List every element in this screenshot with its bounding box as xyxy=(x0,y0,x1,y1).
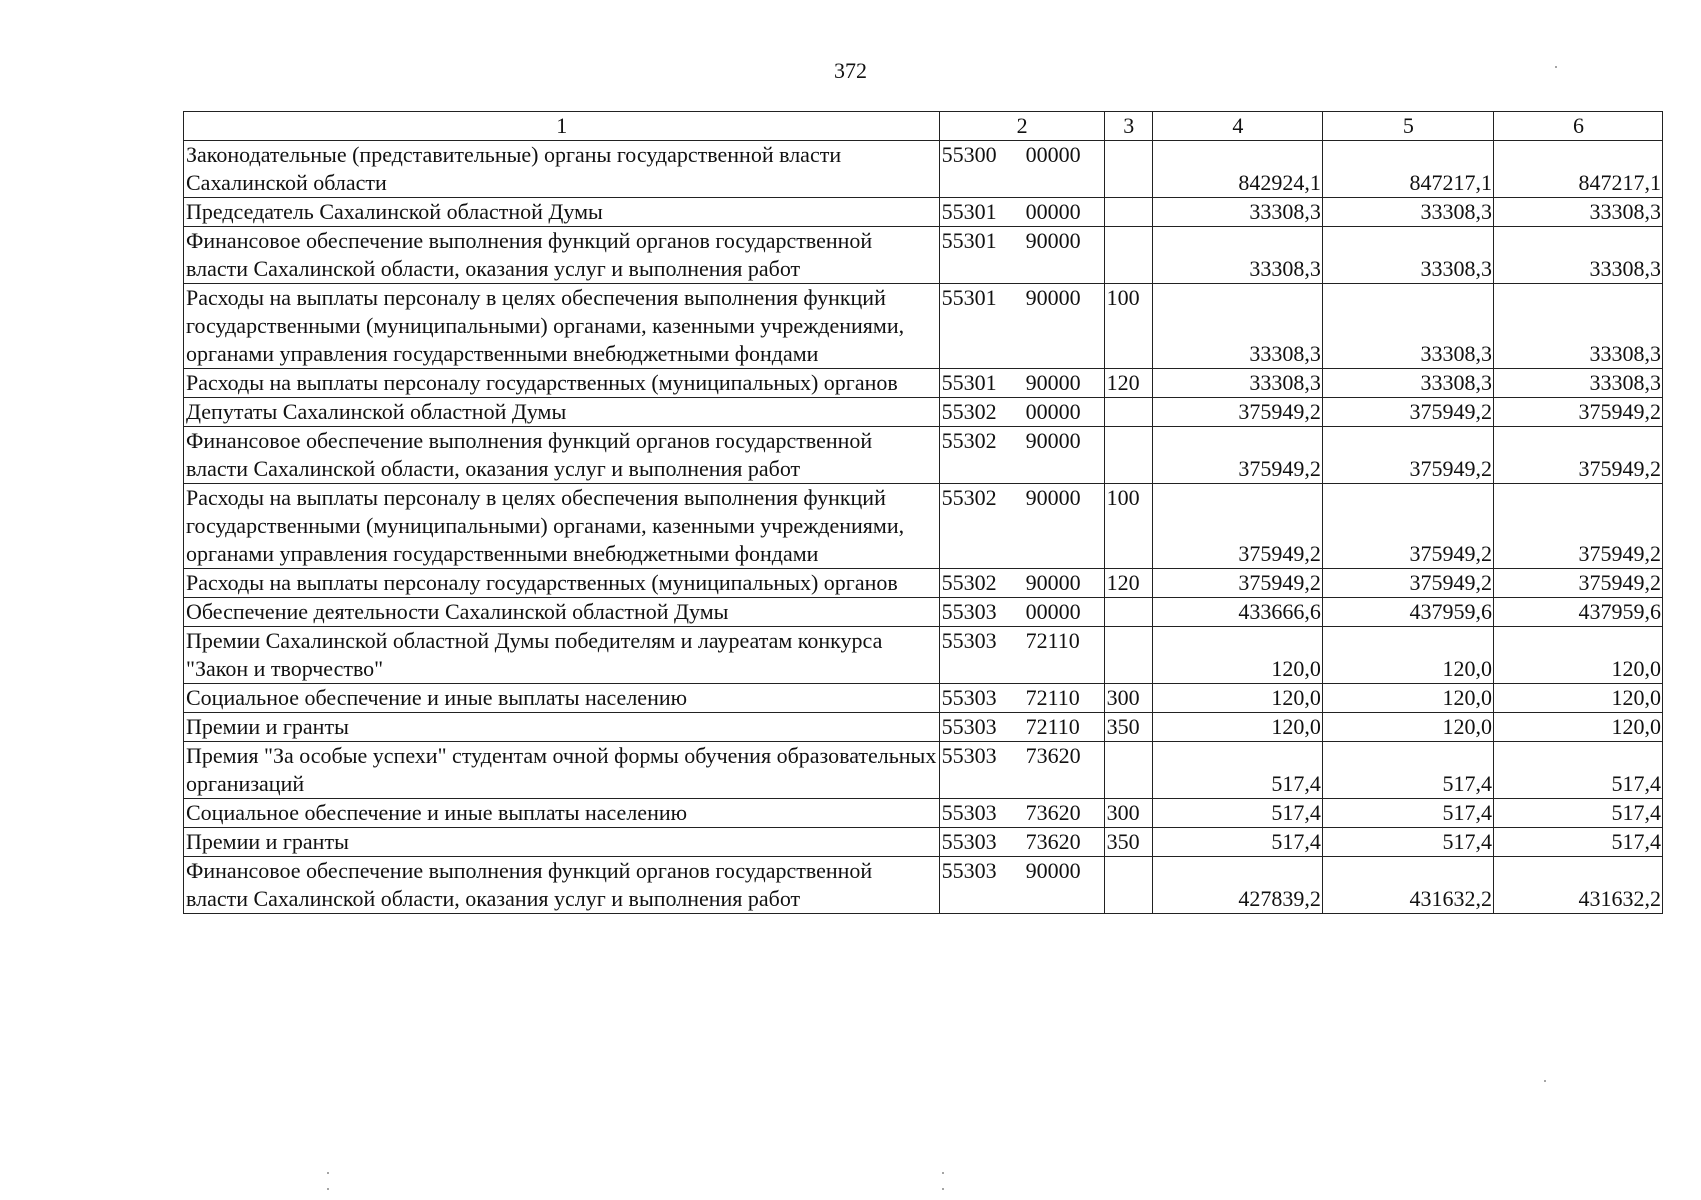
table-row xyxy=(184,198,1663,227)
scan-speck xyxy=(942,1188,944,1190)
row-amount-v4: 33308,3 xyxy=(1152,284,1322,369)
row-amount-v4: 375949,2 xyxy=(1152,398,1322,427)
column-header: 3 xyxy=(1104,112,1152,141)
row-name: Обеспечение деятельности Сахалинской областной Думы xyxy=(184,598,940,627)
row-expense-type xyxy=(1104,857,1152,914)
row-amount-v4: 375949,2 xyxy=(1152,484,1322,569)
table-row xyxy=(184,398,1663,427)
code-program: 55302 xyxy=(941,485,997,510)
row-amount-v6: 517,4 xyxy=(1493,828,1662,857)
row-amount-v4: 120,0 xyxy=(1152,627,1322,684)
row-expense-type: 350 xyxy=(1104,828,1152,857)
row-name: Председатель Сахалинской областной Думы xyxy=(184,198,940,227)
table-row xyxy=(184,427,1663,484)
row-amount-v5: 33308,3 xyxy=(1322,198,1493,227)
table-row xyxy=(184,742,1663,799)
row-code xyxy=(939,427,1104,484)
row-amount-v5: 375949,2 xyxy=(1322,484,1493,569)
table-row xyxy=(184,141,1663,198)
row-amount-v4: 427839,2 xyxy=(1152,857,1322,914)
row-amount-v6: 847217,1 xyxy=(1493,141,1662,198)
row-amount-v5: 375949,2 xyxy=(1322,427,1493,484)
row-amount-v5: 431632,2 xyxy=(1322,857,1493,914)
code-direction: 90000 xyxy=(1025,428,1081,453)
row-amount-v6: 431632,2 xyxy=(1493,857,1662,914)
row-name: Расходы на выплаты персоналу государственных (муниципальных) органов xyxy=(184,569,940,598)
column-header: 5 xyxy=(1322,112,1493,141)
row-amount-v6: 120,0 xyxy=(1493,713,1662,742)
code-direction: 00000 xyxy=(1025,199,1081,224)
row-name: Депутаты Сахалинской областной Думы xyxy=(184,398,940,427)
column-header: 6 xyxy=(1493,112,1662,141)
scan-speck xyxy=(327,1188,329,1190)
code-program: 55301 xyxy=(941,370,997,395)
table-row xyxy=(184,627,1663,684)
row-amount-v6: 517,4 xyxy=(1493,799,1662,828)
row-amount-v6: 33308,3 xyxy=(1493,369,1662,398)
row-name: Финансовое обеспечение выполнения функций органов государственной власти Сахалинской области, оказания услуг и выполнения работ xyxy=(184,227,940,284)
code-program: 55303 xyxy=(941,599,997,624)
row-code xyxy=(939,627,1104,684)
row-code xyxy=(939,799,1104,828)
row-amount-v6: 33308,3 xyxy=(1493,227,1662,284)
code-direction: 73620 xyxy=(1025,743,1081,768)
code-direction: 72110 xyxy=(1025,714,1080,739)
row-amount-v4: 120,0 xyxy=(1152,713,1322,742)
code-direction: 00000 xyxy=(1025,142,1081,167)
code-program: 55303 xyxy=(941,743,997,768)
code-program: 55301 xyxy=(941,228,997,253)
row-code xyxy=(939,684,1104,713)
code-program: 55302 xyxy=(941,399,997,424)
code-direction: 72110 xyxy=(1025,685,1080,710)
row-expense-type: 300 xyxy=(1104,684,1152,713)
scan-speck xyxy=(1544,1080,1546,1082)
row-code xyxy=(939,857,1104,914)
row-name: Расходы на выплаты персоналу в целях обеспечения выполнения функций государственными (муниципальными) органами, казенными учреждениями, органами управления государственными внебюджетными фондами xyxy=(184,284,940,369)
table-row xyxy=(184,484,1663,569)
row-expense-type: 300 xyxy=(1104,799,1152,828)
code-program: 55303 xyxy=(941,714,997,739)
row-amount-v6: 120,0 xyxy=(1493,627,1662,684)
row-amount-v5: 437959,6 xyxy=(1322,598,1493,627)
row-name: Расходы на выплаты персоналу государственных (муниципальных) органов xyxy=(184,369,940,398)
code-program: 55303 xyxy=(941,800,997,825)
row-amount-v5: 33308,3 xyxy=(1322,227,1493,284)
row-code xyxy=(939,284,1104,369)
row-amount-v6: 33308,3 xyxy=(1493,198,1662,227)
row-amount-v4: 120,0 xyxy=(1152,684,1322,713)
row-name: Премии и гранты xyxy=(184,713,940,742)
row-amount-v4: 517,4 xyxy=(1152,828,1322,857)
code-program: 55303 xyxy=(941,685,997,710)
row-amount-v4: 433666,6 xyxy=(1152,598,1322,627)
row-amount-v5: 120,0 xyxy=(1322,684,1493,713)
table-row xyxy=(184,799,1663,828)
row-expense-type xyxy=(1104,742,1152,799)
table-body xyxy=(184,112,1663,914)
row-amount-v5: 847217,1 xyxy=(1322,141,1493,198)
table-row xyxy=(184,857,1663,914)
scan-speck xyxy=(942,1172,944,1174)
row-amount-v4: 33308,3 xyxy=(1152,227,1322,284)
row-code xyxy=(939,484,1104,569)
code-program: 55301 xyxy=(941,199,997,224)
code-direction: 90000 xyxy=(1025,485,1081,510)
table-row xyxy=(184,684,1663,713)
row-amount-v5: 33308,3 xyxy=(1322,284,1493,369)
row-name: Социальное обеспечение и иные выплаты населению xyxy=(184,799,940,828)
row-amount-v5: 120,0 xyxy=(1322,713,1493,742)
row-name: Премии и гранты xyxy=(184,828,940,857)
row-amount-v5: 120,0 xyxy=(1322,627,1493,684)
row-code xyxy=(939,828,1104,857)
column-header: 4 xyxy=(1152,112,1322,141)
table-row xyxy=(184,828,1663,857)
code-program: 55303 xyxy=(941,628,997,653)
code-direction: 72110 xyxy=(1025,628,1080,653)
row-name: Расходы на выплаты персоналу в целях обеспечения выполнения функций государственными (муниципальными) органами, казенными учреждениями, органами управления государственными внебюджетными фондами xyxy=(184,484,940,569)
row-name: Финансовое обеспечение выполнения функций органов государственной власти Сахалинской области, оказания услуг и выполнения работ xyxy=(184,427,940,484)
row-amount-v4: 517,4 xyxy=(1152,799,1322,828)
code-direction: 90000 xyxy=(1025,570,1081,595)
row-amount-v6: 33308,3 xyxy=(1493,284,1662,369)
scan-speck xyxy=(1555,66,1557,68)
code-program: 55302 xyxy=(941,570,997,595)
code-direction: 00000 xyxy=(1025,599,1081,624)
column-header: 2 xyxy=(939,112,1104,141)
row-code xyxy=(939,198,1104,227)
row-amount-v6: 375949,2 xyxy=(1493,427,1662,484)
row-name: Премия "За особые успехи" студентам очной формы обучения образовательных организаций xyxy=(184,742,940,799)
row-amount-v5: 375949,2 xyxy=(1322,569,1493,598)
row-expense-type xyxy=(1104,598,1152,627)
row-name: Премии Сахалинской областной Думы победителям и лауреатам конкурса "Закон и творчество" xyxy=(184,627,940,684)
row-expense-type xyxy=(1104,427,1152,484)
row-code xyxy=(939,742,1104,799)
row-amount-v6: 375949,2 xyxy=(1493,484,1662,569)
code-program: 55302 xyxy=(941,428,997,453)
row-name: Финансовое обеспечение выполнения функций органов государственной власти Сахалинской области, оказания услуг и выполнения работ xyxy=(184,857,940,914)
code-program: 55303 xyxy=(941,829,997,854)
row-amount-v6: 437959,6 xyxy=(1493,598,1662,627)
table-row xyxy=(184,227,1663,284)
page-number: 372 xyxy=(834,58,867,83)
row-expense-type xyxy=(1104,398,1152,427)
row-code xyxy=(939,569,1104,598)
row-amount-v4: 375949,2 xyxy=(1152,569,1322,598)
code-direction: 73620 xyxy=(1025,829,1081,854)
scan-speck xyxy=(327,1172,329,1174)
row-amount-v6: 375949,2 xyxy=(1493,569,1662,598)
row-code xyxy=(939,227,1104,284)
row-code xyxy=(939,713,1104,742)
row-amount-v5: 517,4 xyxy=(1322,828,1493,857)
code-direction: 90000 xyxy=(1025,370,1081,395)
code-direction: 73620 xyxy=(1025,800,1081,825)
table-row xyxy=(184,284,1663,369)
row-amount-v6: 375949,2 xyxy=(1493,398,1662,427)
row-expense-type: 100 xyxy=(1104,484,1152,569)
code-program: 55300 xyxy=(941,142,997,167)
row-expense-type xyxy=(1104,198,1152,227)
code-direction: 90000 xyxy=(1025,858,1081,883)
row-amount-v5: 375949,2 xyxy=(1322,398,1493,427)
row-amount-v5: 517,4 xyxy=(1322,799,1493,828)
code-program: 55303 xyxy=(941,858,997,883)
table-row xyxy=(184,369,1663,398)
row-name: Социальное обеспечение и иные выплаты населению xyxy=(184,684,940,713)
row-amount-v6: 517,4 xyxy=(1493,742,1662,799)
table-row xyxy=(184,713,1663,742)
row-amount-v6: 120,0 xyxy=(1493,684,1662,713)
code-program: 55301 xyxy=(941,285,997,310)
code-direction: 90000 xyxy=(1025,285,1081,310)
budget-table xyxy=(183,111,1663,914)
row-code xyxy=(939,369,1104,398)
column-header: 1 xyxy=(184,112,940,141)
code-direction: 00000 xyxy=(1025,399,1081,424)
table-row xyxy=(184,598,1663,627)
row-amount-v5: 517,4 xyxy=(1322,742,1493,799)
code-direction: 90000 xyxy=(1025,228,1081,253)
row-code xyxy=(939,398,1104,427)
row-amount-v4: 517,4 xyxy=(1152,742,1322,799)
row-amount-v4: 33308,3 xyxy=(1152,198,1322,227)
table-row xyxy=(184,569,1663,598)
row-amount-v4: 842924,1 xyxy=(1152,141,1322,198)
row-amount-v4: 33308,3 xyxy=(1152,369,1322,398)
row-expense-type: 120 xyxy=(1104,369,1152,398)
header-row xyxy=(184,112,1663,141)
row-amount-v5: 33308,3 xyxy=(1322,369,1493,398)
row-code xyxy=(939,141,1104,198)
row-expense-type xyxy=(1104,141,1152,198)
row-expense-type xyxy=(1104,227,1152,284)
row-code xyxy=(939,598,1104,627)
row-name: Законодательные (представительные) органы государственной власти Сахалинской области xyxy=(184,141,940,198)
row-expense-type: 120 xyxy=(1104,569,1152,598)
row-expense-type xyxy=(1104,627,1152,684)
row-amount-v4: 375949,2 xyxy=(1152,427,1322,484)
row-expense-type: 350 xyxy=(1104,713,1152,742)
row-expense-type: 100 xyxy=(1104,284,1152,369)
